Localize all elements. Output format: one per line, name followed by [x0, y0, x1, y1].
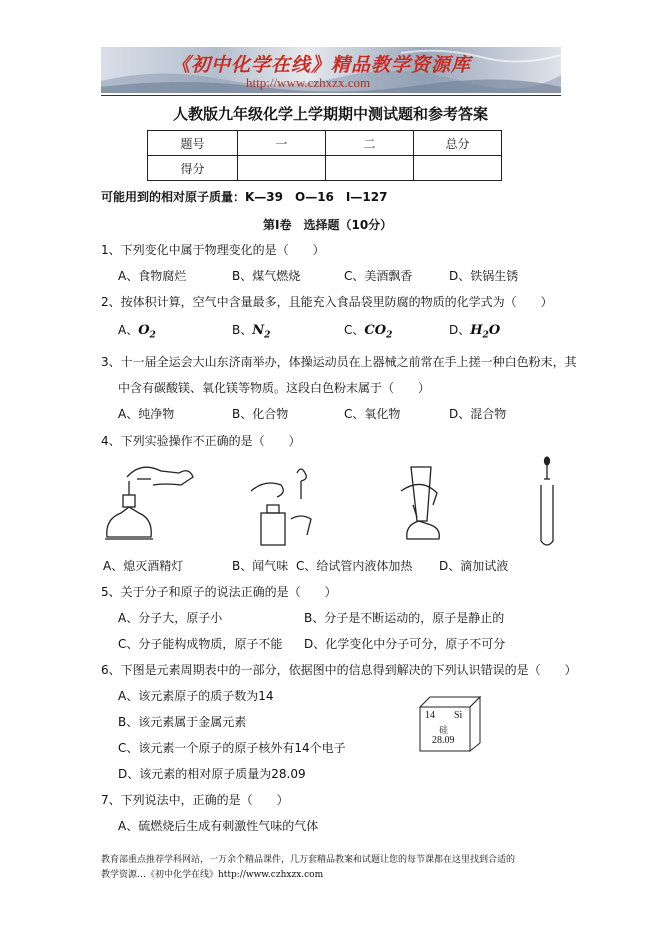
question-3-stem-line-1: 3、十一届全运会大山东济南举办，体操运动员在上器械之前常在手上搓一种白色粉末，其 [101, 355, 577, 369]
question-1-stem: 1、下列变化中属于物理变化的是（ ） [101, 243, 325, 257]
question-4-stem: 4、下列实验操作不正确的是（ ） [101, 434, 301, 448]
formula-subscript: 2 [264, 330, 271, 341]
banner-url-link[interactable]: http://www.czhxzx.com [246, 75, 371, 90]
formula-subscript: 2 [149, 330, 156, 341]
formula-base: CO [364, 323, 387, 338]
header-banner [101, 47, 561, 93]
question-3-option-b: B、化合物 [232, 407, 289, 421]
question-1-option-a: A、食物腐烂 [118, 269, 187, 283]
question-5-option-a: A、分子大，原子小 [118, 611, 223, 625]
question-3-stem-line-2: 中含有碳酸镁、氧化镁等物质。这段白色粉末属于（ ） [118, 381, 431, 395]
question-3-option-a: A、纯净物 [118, 407, 175, 421]
question-4-option-c: C、给试管内液体加热 [296, 559, 413, 573]
section-title: 第Ⅰ卷 选择题（10分） [263, 218, 393, 232]
question-7-option-a: A、硫燃烧后生成有刺激性气味的气体 [118, 819, 319, 833]
atomic-number: 14 [425, 710, 435, 721]
formula-n2 [252, 323, 271, 341]
option-label: C、 [344, 323, 365, 337]
question-3-option-c: C、氧化物 [344, 407, 401, 421]
question-6-option-a: A、该元素原子的质子数为14 [118, 689, 274, 703]
footer-line-2: 教学资源…《初中化学在线》http://www.czhxzx.com [101, 870, 324, 880]
score-table-header-row [148, 131, 502, 156]
question-1-option-c: C、美酒飘香 [344, 269, 413, 283]
score-header-cell: 二 [326, 131, 414, 156]
footer-line-1: 教育部重点推荐学科网站，一万余个精品课件，几万套精品教案和试题让您的每节课都在这里找到合适的 [101, 855, 516, 865]
relative-atomic-mass: 28.09 [432, 735, 455, 746]
extinguish-lamp-illustration [105, 467, 193, 539]
question-2-option-a [118, 321, 156, 341]
question-1-option-b: B、煤气燃烧 [232, 269, 301, 283]
question-5-option-d: D、化学变化中分子可分，原子不可分 [304, 637, 506, 651]
question-5-stem: 5、关于分子和原子的说法正确的是（ ） [101, 585, 337, 599]
formula-co2 [364, 323, 393, 341]
formula-subscript: 2 [386, 330, 393, 341]
question-5-option-c: C、分子能构成物质，原子不能 [118, 637, 283, 651]
atomic-masses-note: 可能用到的相对原子质量：K—39 O—16 I—127 [101, 190, 388, 204]
score-header-cell: 题号 [148, 131, 238, 156]
score-cell [238, 156, 326, 181]
banner-title: 《初中化学在线》精品教学资源库 [171, 54, 472, 76]
question-4-option-a: A、熄灭酒精灯 [103, 559, 184, 573]
element-symbol: Si [454, 710, 463, 721]
question-5-option-b: B、分子是不断运动的，原子是静止的 [304, 611, 505, 625]
drop-reagent-illustration [541, 457, 553, 545]
score-header-cell: 一 [238, 131, 326, 156]
question-6-option-c: C、该元素一个原子的原子核外有14个电子 [118, 741, 346, 755]
header-divider [101, 95, 561, 96]
question-1-option-d: D、铁锅生锈 [449, 269, 519, 283]
page-footer [101, 853, 563, 883]
formula-base: H [470, 323, 483, 338]
document-title: 人教版九年级化学上学期期中测试题和参考答案 [172, 105, 488, 123]
question-2-option-b [232, 321, 270, 341]
question-7-stem: 7、下列说法中，正确的是（ ） [101, 793, 289, 807]
formula-h2o [470, 323, 501, 341]
lab-operations-figure [101, 455, 561, 555]
formula-base: O [488, 323, 501, 338]
smell-gas-illustration [251, 469, 311, 545]
score-table-score-row [148, 156, 502, 181]
formula-base: O [138, 323, 150, 338]
question-2-option-d [449, 321, 500, 341]
periodic-table-cell [418, 693, 482, 753]
question-4-option-b: B、闻气味 [232, 559, 289, 573]
option-label: B、 [232, 323, 253, 337]
question-6-stem: 6、下图是元素周期表中的一部分，依据图中的信息得到解决的下列认识错误的是（ ） [101, 663, 577, 677]
score-cell [326, 156, 414, 181]
option-label: D、 [449, 323, 471, 337]
option-label: A、 [118, 323, 139, 337]
score-table [147, 130, 502, 181]
question-2-stem: 2、按体积计算，空气中含量最多，且能充入食品袋里防腐的物质的化学式为（ ） [101, 295, 553, 309]
question-6-option-b: B、该元素属于金属元素 [118, 715, 247, 729]
formula-subscript: 2 [482, 330, 489, 341]
formula-o2 [138, 323, 156, 341]
score-header-cell: 总分 [414, 131, 502, 156]
formula-base: N [252, 323, 265, 338]
question-3-option-d: D、混合物 [449, 407, 507, 421]
heat-liquid-illustration [401, 467, 439, 539]
question-2-option-c [344, 321, 392, 341]
score-cell [414, 156, 502, 181]
question-6-option-d: D、该元素的相对原子质量为28.09 [118, 767, 306, 781]
question-4-option-d: D、滴加试液 [439, 559, 509, 573]
score-row-label: 得分 [148, 156, 238, 181]
element-name: 硅 [439, 726, 449, 736]
